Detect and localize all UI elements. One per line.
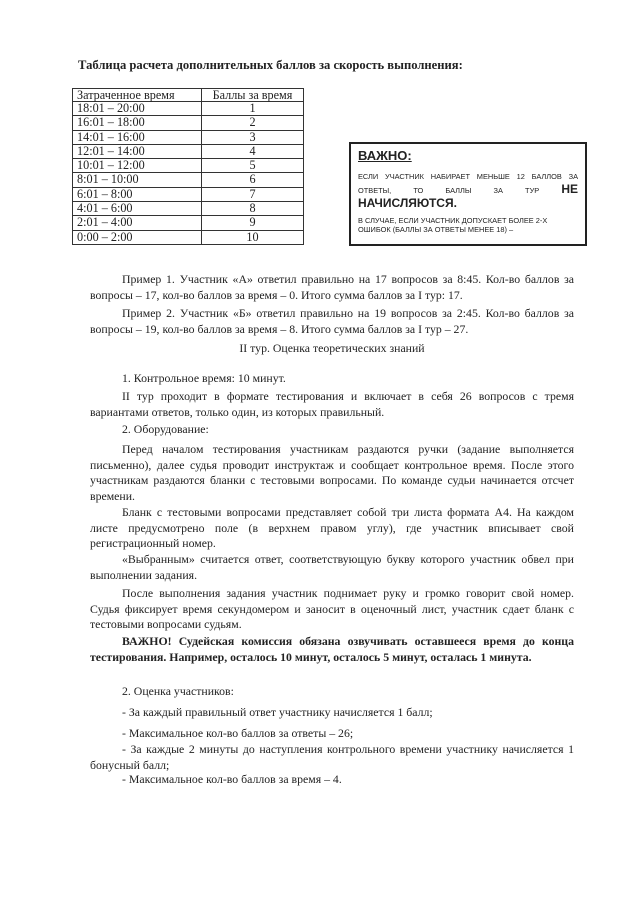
notice-text [358,171,578,211]
notice-line-1: ЕСЛИ УЧАСТНИК НАБИРАЕТ МЕНЬШЕ 12 БАЛЛОВ ЗА ОТВЕТЫ, ТО БАЛЛЫ ЗА ТУР [358,172,578,195]
points-cell: 7 [202,187,304,201]
item-control-time: 1. Контрольное время: 10 минут. [122,371,286,385]
time-range-cell: 6:01 – 8:00 [73,187,202,201]
bullet-max-answers: - Максимальное кол-во баллов за ответы – 26; [122,726,354,740]
paragraph-procedure: Перед началом тестирования участникам раздаются ручки (задание выполняется письменно), далее судья проводит инструктаж и сообщает контрольное время. После этого участникам раздаются бланки с тестовыми вопросами. По команде судьи начинается отсчет времени. [90,442,574,503]
points-cell: 4 [202,144,304,158]
item-equipment: 2. Оборудование: [122,422,209,436]
table-row [73,202,304,216]
table-heading: Таблица расчета дополнительных баллов за скорость выполнения: [78,58,463,72]
table-row [73,116,304,130]
table-row [73,144,304,158]
table-header-row [73,89,304,102]
time-range-cell: 8:01 – 10:00 [73,173,202,187]
bullet-bonus: - За каждые 2 минуты до наступления контрольного времени участнику начисляется 1 бонусный балл; [90,742,574,772]
time-range-cell: 10:01 – 12:00 [73,159,202,173]
points-cell: 9 [202,216,304,230]
table-row [73,102,304,116]
item-evaluation: 2. Оценка участников: [122,684,234,698]
points-cell: 5 [202,159,304,173]
points-cell: 3 [202,130,304,144]
bullet-correct-answer: - За каждый правильный ответ участнику начисляется 1 балл; [122,705,433,719]
time-range-cell: 0:00 – 2:00 [73,230,202,244]
important-notice-box [349,142,587,246]
table-row [73,159,304,173]
points-cell: 6 [202,173,304,187]
time-range-cell: 4:01 – 6:00 [73,202,202,216]
table-body [73,102,304,245]
points-cell: 8 [202,202,304,216]
table-row [73,216,304,230]
round-title: II тур. Оценка теоретических знаний [239,341,425,355]
points-cell: 10 [202,230,304,244]
time-points-table [72,88,304,245]
paragraph-after: После выполнения задания участник поднимает руку и громко говорит свой номер. Судья фиксирует время секундомером и заносит в оценочный лист, участник сдает бланк с тестовыми вопросами судьям. [90,586,574,631]
table-row [73,173,304,187]
time-range-cell: 16:01 – 18:00 [73,116,202,130]
paragraph-selected: «Выбранным» считается ответ, соответствующую букву которого участник обвел при выполнении задания. [90,552,574,582]
important-paragraph: ВАЖНО! Судейская комиссия обязана озвучивать оставшееся время до конца тестирования. Например, осталось 10 минут, осталось 5 минут, осталась 1 минута. [90,634,574,664]
notice-title: ВАЖНО: [358,148,412,163]
points-cell: 1 [202,102,304,116]
paragraph-form: Бланк с тестовыми вопросами представляет собой три листа формата А4. На каждом листе предусмотрено поле (в верхнем правом углу), где участник вписывает свой регистрационный номер. [90,505,574,550]
example-2: Пример 2. Участник «Б» ответил правильно на 19 вопросов за 2:45. Кол-во баллов за вопросы – 19, кол-во баллов за время – 8. Итого сумма баллов за I тур – 27. [90,306,574,336]
notice-line-1-bold: НЕ НАЧИСЛЯЮТСЯ. [358,182,578,210]
paragraph-test-format: II тур проходит в формате тестирования и включает в себя 26 вопросов с тремя вариантами ответов, только один, из которых правильный. [90,389,574,419]
table-row [73,130,304,144]
bullet-max-time: - Максимальное кол-во баллов за время – 4. [122,772,342,786]
time-range-cell: 2:01 – 4:00 [73,216,202,230]
column-header-points: Баллы за время [202,89,304,102]
example-1: Пример 1. Участник «А» ответил правильно на 17 вопросов за 8:45. Кол-во баллов за вопросы – 17, кол-во баллов за время – 0. Итого сумма баллов за I тур: 17. [90,272,574,302]
table-row [73,230,304,244]
points-cell: 2 [202,116,304,130]
time-range-cell: 14:01 – 16:00 [73,130,202,144]
table-row [73,187,304,201]
notice-line-2: В СЛУЧАЕ, ЕСЛИ УЧАСТНИК ДОПУСКАЕТ БОЛЕЕ 2-Х ОШИБОК (БАЛЛЫ ЗА ОТВЕТЫ МЕНЕЕ 18) – [358,216,548,234]
time-range-cell: 18:01 – 20:00 [73,102,202,116]
time-range-cell: 12:01 – 14:00 [73,144,202,158]
column-header-time: Затраченное время [73,89,202,102]
